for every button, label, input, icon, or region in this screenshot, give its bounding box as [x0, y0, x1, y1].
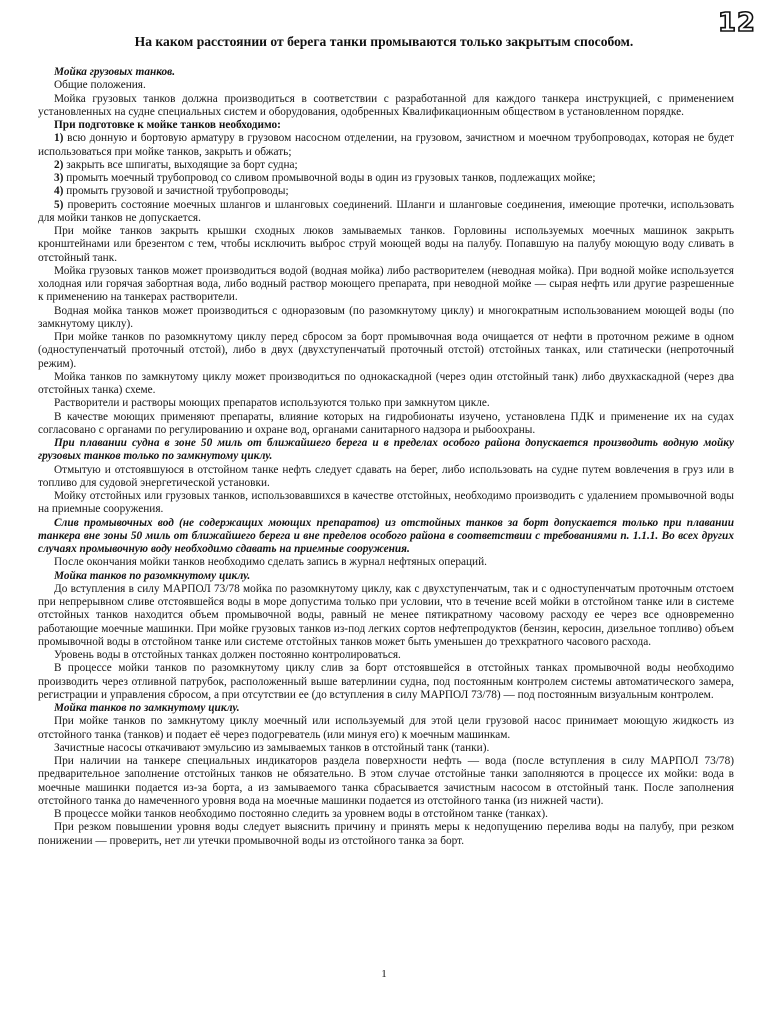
paragraph-text: При резком повышении уровня воды следует выяснить причину и принять меры к недопущению перелива воды на палубу, при резком понижении — проверить, нет ли утечки промывочной воды из отстойного танка за борт.: [38, 821, 734, 847]
paragraph: [38, 649, 734, 662]
list-number: 1): [54, 132, 64, 145]
paragraph-text: закрыть все шпигаты, выходящие за борт судна;: [66, 158, 298, 171]
paragraph-text: Мойка танков по замкнутому циклу может производиться по однокаскадной (через один отстойный танк) либо двухкаскадной (через два отстойных танка) схеме.: [38, 370, 734, 396]
paragraph-text: Водная мойка танков может производиться с одноразовым (по разомкнутому циклу) и многократным использованием моющей воды (по замкнутому циклу).: [38, 304, 734, 330]
paragraph: [38, 185, 734, 198]
paragraph: [38, 808, 734, 821]
paragraph: [38, 821, 734, 848]
paragraph-text: Уровень воды в отстойных танках должен постоянно контролироваться.: [54, 649, 401, 661]
paragraph-text: Мойку отстойных или грузовых танков, использовавшихся в качестве отстойных, необходимо производить с удалением промывочной воды на приемные сооружения.: [38, 490, 734, 516]
paragraph: [38, 199, 734, 226]
paragraph: [38, 397, 734, 410]
paragraph-text: промыть грузовой и зачистной трубопроводы;: [66, 185, 289, 198]
paragraph: [38, 225, 734, 265]
paragraph: [38, 517, 734, 557]
paragraph: [38, 702, 734, 715]
paragraph-text: При мойке танков по разомкнутому циклу перед сбросом за борт промывочная вода очищается от нефти в проточном режиме в одном (одноступенчатый проточный отстой), либо в двух (двухступенчатый проточный отстой) отстойных танках, или статически (непроточный режим).: [38, 331, 734, 370]
paragraph-text: При мойке танков по замкнутому циклу моечный или используемый для этой цели грузовой насос принимает моющую жидкость из отстойного танка (танков) и подает её через подогреватель (или минуя его) к моечным машинкам.: [38, 715, 734, 741]
paragraph: [38, 755, 734, 808]
paragraph-text: Отмытую и отстоявшуюся в отстойном танке нефть следует сдавать на берег, либо использовать на судне путем вовлечения в груз или в топливо для судовой энергетической установки.: [38, 463, 734, 489]
paragraph-text: промыть моечный трубопровод со сливом промывочной воды в один из грузовых танков, подлежащих мойке;: [66, 172, 596, 184]
page-title: На каком расстоянии от берега танки промываются только закрытым способом.: [134, 34, 634, 49]
paragraph-text: При плавании судна в зоне 50 миль от ближайшего берега и в пределах особого района допускается производить водную мойку грузовых танков только по замкнутому циклу.: [38, 437, 734, 463]
paragraph-text: Зачистные насосы откачивают эмульсию из замываемых танков в отстойный танк (танки).: [54, 741, 490, 754]
list-number: 3): [54, 172, 64, 184]
paragraph: [38, 583, 734, 649]
paragraph-text: Мойка танков по разомкнутому циклу.: [54, 569, 251, 582]
paragraph: [38, 371, 734, 398]
paragraph: [38, 411, 734, 438]
paragraph: [38, 437, 734, 464]
paragraph-text: При наличии на танкере специальных индикаторов раздела поверхности нефть — вода (после вступления в силу МАРПОЛ 73/78) предварительное заполнение отстойных танков не обязательно. В этом случае отстойные танки заполняются в процессе их мойки: вода в моечные машинки подается из-за борта, а из замываемого танка сбрасывается зачистным насосом в отстойный танк. После заполнения отстойного танка до намеченного уровня вода на моечные машинки подается из отстойного танка (из нижней части).: [38, 755, 734, 807]
paragraph: [38, 79, 734, 92]
paragraph-text: Общие положения.: [54, 79, 146, 92]
paragraph: [38, 265, 734, 305]
paragraph-text: В качестве моющих применяют препараты, влияние которых на гидробионаты изучено, установлена ПДК и применение их на судах согласовано с органами по регулированию и охране вод, органами санитарного надзора и рыбоохраны.: [38, 410, 734, 436]
paragraph: [38, 715, 734, 742]
paragraph-text: До вступления в силу МАРПОЛ 73/78 мойка по разомкнутому циклу, как с двухступенчатым, так и с одноступенчатым проточным отстоем при непрерывном сливе отстоявшейся воды в море допустима только при условии, что в течение всей мойки в отстойном танке или в системе отстойных танков находится объем промывочной воды, равный не менее пятикратному часовому расходу ее через все одновременно работающие моечные машинки. При мойке грузовых танков из-под легких сортов нефтепродуктов (бензин, керосин, дизельное топливо) объем промывочной воды в отстойном танке или системе отстойных танков может быть уменьшен до трехкратного часового расхода.: [38, 582, 734, 648]
document-body: [38, 66, 734, 848]
paragraph: [38, 66, 734, 79]
paragraph-text: При мойке танков закрыть крышки сходных люков замываемых танков. Горловины используемых моечных машинок закрыть кронштейнами или брезентом с тем, чтобы исключить выброс струй моющей воды на палубу. Попавшую на палубу моющую воду сливать в отстойный танк.: [38, 225, 734, 264]
paragraph: [38, 93, 734, 120]
paragraph-text: всю донную и бортовую арматуру в грузовом насосном отделении, на грузовом, зачистном и моечном трубопроводах, которая не будет использоваться при мойке танков, закрыть и обжать;: [38, 132, 734, 158]
paragraph: [38, 331, 734, 371]
paragraph-text: Мойка грузовых танков.: [54, 66, 176, 78]
paragraph-text: Мойка грузовых танков должна производиться в соответствии с разработанной для каждого танкера инструкцией, с применением установленных на судне специальных систем и оборудования, одобренных Квалификационным обществом в установленном порядке.: [38, 92, 734, 118]
paragraph: [38, 172, 734, 185]
paragraph: [38, 490, 734, 517]
paragraph: [38, 742, 734, 755]
paragraph: [38, 159, 734, 172]
paragraph-text: Слив промывочных вод (не содержащих моющих препаратов) из отстойных танков за борт допускается только при плавании танкера вне зоны 50 миль от ближайшего берега и вне пределов особого района в соответствии с требованиями п. 1.1.1. Во всех других случаях промывочную воду необходимо сдавать на приемные сооружения.: [38, 516, 734, 555]
page-badge: 12: [717, 8, 756, 38]
paragraph-text: В процессе мойки танков по разомкнутому циклу слив за борт отстоявшейся в отстойных танках промывочной воды необходимо производить через отливной патрубок, расположенный выше ватерлинии судна, под постоянным контролем системы автоматического замера, регистрации и управления сбросом, а при отсутствии ее (до вступления в силу МАРПОЛ 73/78) — под постоянным визуальным контролем.: [38, 662, 734, 701]
paragraph: [38, 570, 734, 583]
list-number: 2): [54, 158, 64, 171]
paragraph: [38, 464, 734, 491]
list-number: 4): [54, 185, 64, 198]
paragraph: [38, 662, 734, 702]
paragraph: [38, 119, 734, 132]
paragraph-text: Мойка танков по замкнутому циклу.: [54, 702, 240, 714]
paragraph: [38, 132, 734, 159]
paragraph-text: Растворители и растворы моющих препаратов используются только при замкнутом цикле.: [54, 397, 490, 410]
list-number: 5): [54, 198, 64, 211]
paragraph: [38, 556, 734, 569]
paragraph-text: При подготовке к мойке танков необходимо:: [54, 119, 281, 131]
paragraph-text: проверить состояние моечных шлангов и шланговых соединений. Шланги и шланговые соединения, имеющие протечки, использовать для мойки танков не допускается.: [38, 198, 734, 224]
paragraph: [38, 305, 734, 332]
paragraph-text: Мойка грузовых танков может производиться водой (водная мойка) либо растворителем (неводная мойка). При водной мойке используется холодная или горячая забортная вода, либо водный раствор моющего препарата, при неводной мойке — сырая нефть или другие разрешенные к применению на танкерах растворители.: [38, 264, 734, 304]
paragraph-text: После окончания мойки танков необходимо сделать запись в журнал нефтяных операций.: [54, 556, 487, 569]
page-number: 1: [381, 968, 387, 980]
paragraph-text: В процессе мойки танков необходимо постоянно следить за уровнем воды в отстойном танке (танках).: [54, 808, 548, 820]
